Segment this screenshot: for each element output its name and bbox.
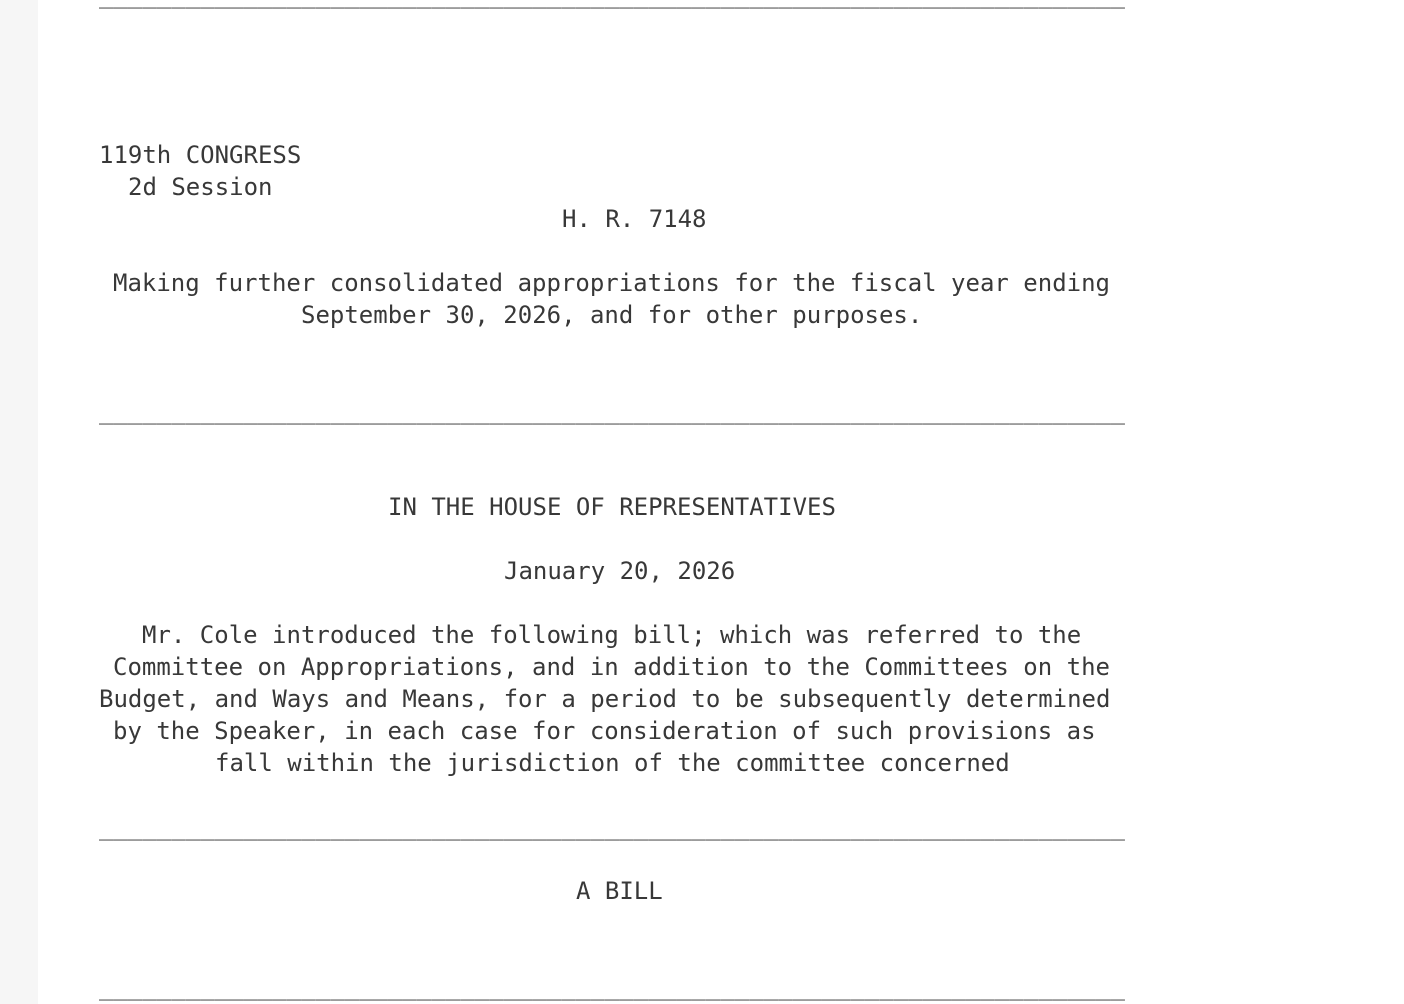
referral-line-5: fall within the jurisdiction of the committee concerned bbox=[215, 749, 1010, 777]
top-clipped-divider-line bbox=[99, 0, 1125, 11]
chamber-heading: IN THE HOUSE OF REPRESENTATIVES bbox=[388, 493, 836, 521]
referral-line-4: by the Speaker, in each case for consideration of such provisions as bbox=[113, 717, 1096, 745]
referral-line-2: Committee on Appropriations, and in addition to the Committees on the bbox=[113, 653, 1110, 681]
divider-line-1: _______________________________________________________________________ bbox=[99, 397, 1125, 425]
bill-number: H. R. 7148 bbox=[562, 205, 707, 233]
congress-label: 119th CONGRESS bbox=[99, 141, 302, 169]
referral-line-3: Budget, and Ways and Means, for a period to be subsequently determined bbox=[99, 685, 1111, 713]
referral-line-1: Mr. Cole introduced the following bill; which was referred to the bbox=[142, 621, 1082, 649]
session-label: 2d Session bbox=[128, 173, 273, 201]
bottom-clipped-divider-line: _______________________________________________________________________ bbox=[99, 973, 1125, 1001]
a-bill-heading: A BILL bbox=[576, 877, 663, 905]
official-title-line-1: Making further consolidated appropriations for the fiscal year ending bbox=[113, 269, 1110, 297]
divider-line-2: _______________________________________________________________________ bbox=[99, 813, 1125, 841]
introduced-date: January 20, 2026 bbox=[504, 557, 736, 585]
official-title-line-2: September 30, 2026, and for other purposes. bbox=[301, 301, 923, 329]
